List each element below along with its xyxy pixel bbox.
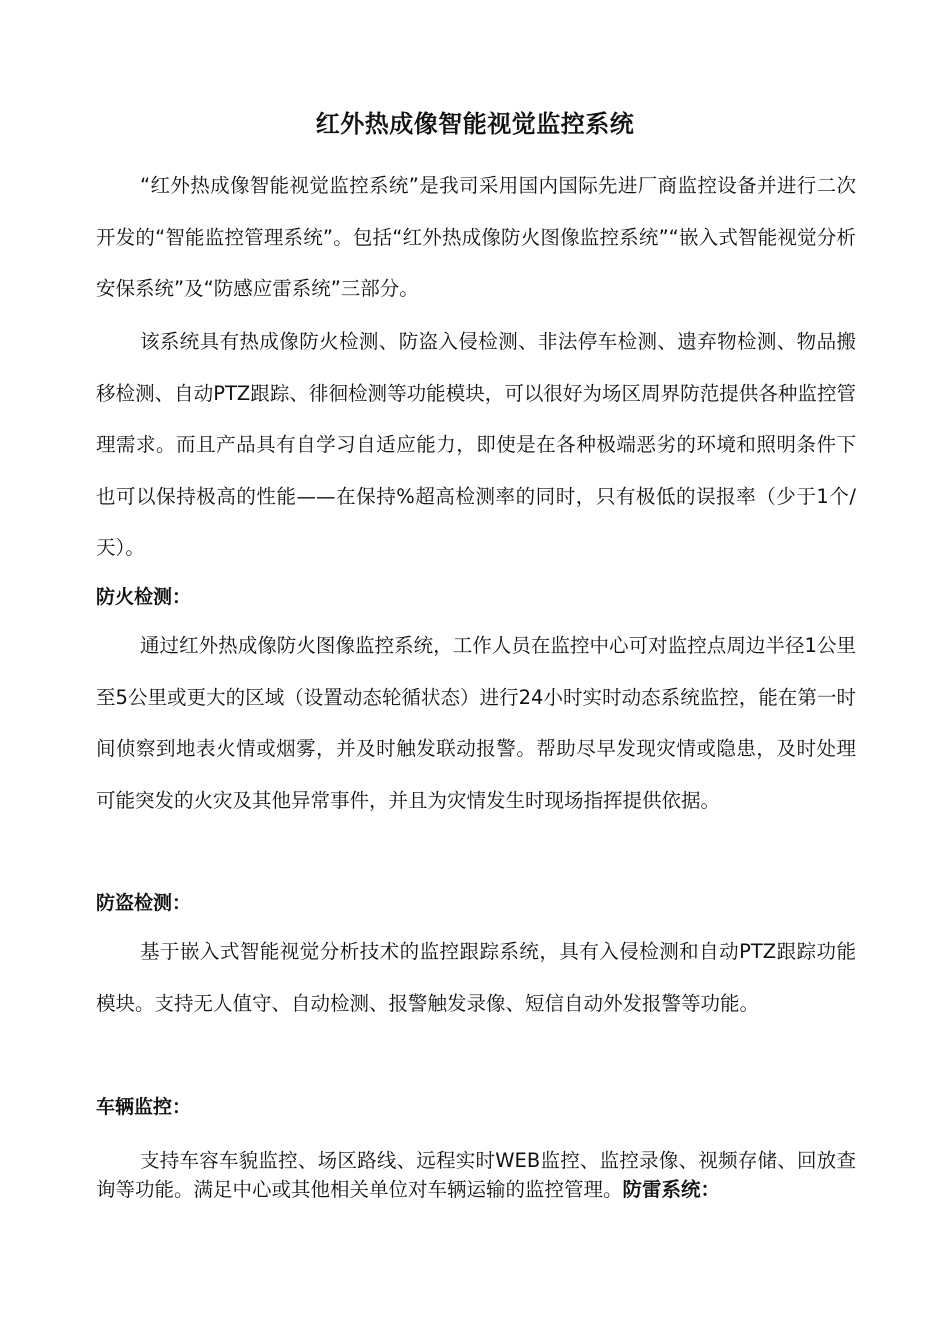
document-title: 红外热成像智能视觉监控系统 bbox=[315, 110, 635, 138]
intro-paragraph-2: 该系统具有热成像防火检测、防盗入侵检测、非法停车检测、遗弃物检测、物品搬移检测、自动PTZ跟踪、徘徊检测等功能模块，可以很好为场区周界防范提供各种监控管理需求。而且产品具有自学习自适应能力，即使是在各种极端恶劣的环境和照明条件下也可以保持极高的性能——在保持%超高检测率的同时，只有极低的误报率（少于1个/天）。 bbox=[96, 330, 856, 560]
theft-detection-heading: 防盗检测： bbox=[96, 892, 192, 914]
lightning-protection-heading: 防雷系统： bbox=[622, 1178, 721, 1201]
vehicle-monitoring-text: 支持车容车貌监控、场区路线、远程实时WEB监控、监控录像、视频存储、回放查询等功能。满足中心或其他相关单位对车辆运输的监控管理。 bbox=[96, 1149, 856, 1201]
fire-detection-heading: 防火检测： bbox=[96, 586, 192, 608]
vehicle-monitoring-paragraph bbox=[96, 1146, 856, 1204]
intro-paragraph-1: “红外热成像智能视觉监控系统”是我司采用国内国际先进厂商监控设备并进行二次开发的“智能监控管理系统”。包括“红外热成像防火图像监控系统”“嵌入式智能视觉分析安保系统”及“防感应雷系统”三部分。 bbox=[96, 174, 856, 301]
theft-detection-paragraph: 基于嵌入式智能视觉分析技术的监控跟踪系统，具有入侵检测和自动PTZ跟踪功能模块。支持无人值守、自动检测、报警触发录像、短信自动外发报警等功能。 bbox=[96, 940, 856, 1015]
vehicle-monitoring-heading: 车辆监控： bbox=[96, 1096, 192, 1118]
fire-detection-paragraph: 通过红外热成像防火图像监控系统，工作人员在监控中心可对监控点周边半径1公里至5公里或更大的区域（设置动态轮循状态）进行24小时实时动态系统监控，能在第一时间侦察到地表火情或烟雾，并及时触发联动报警。帮助尽早发现灾情或隐患，及时处理可能突发的火灾及其他异常事件，并且为灾情发生时现场指挥提供依据。 bbox=[96, 634, 856, 812]
